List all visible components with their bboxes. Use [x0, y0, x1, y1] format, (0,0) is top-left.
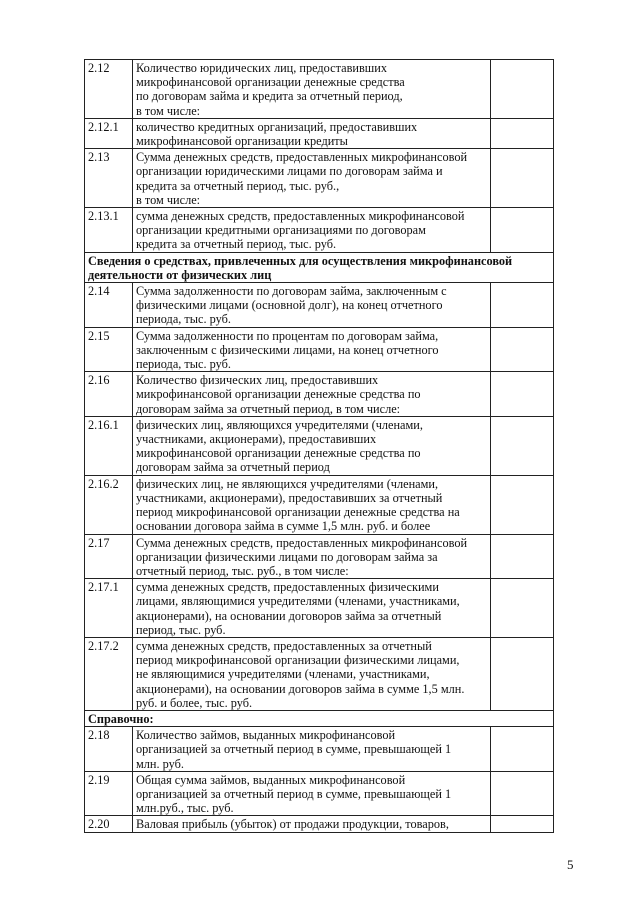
row-description-line: физических лиц, не являющихся учредителями (членами, [136, 476, 439, 491]
row-description-line: сумма денежных средств, предоставленных физическими [136, 580, 439, 595]
row-description-line: физическими лицами (основной долг), на конец отчетного [136, 298, 443, 313]
row-description [133, 579, 491, 638]
row-description-line: кредита за отчетный период, тыс. руб., [136, 178, 340, 193]
row-description-line: сумма денежных средств, предоставленных за отчетный [136, 638, 432, 653]
row-number: 2.19 [85, 771, 133, 816]
row-description-line: период, тыс. руб. [136, 622, 226, 637]
row-description-line: акционерами), на основании договоров займа в сумме 1,5 млн. [136, 681, 465, 696]
row-description-line: отчетный период, тыс. руб., в том числе: [136, 563, 349, 578]
row-description-line: физических лиц, являющихся учредителями (членами, [136, 417, 423, 432]
table-row [85, 118, 554, 148]
value-cell[interactable] [491, 118, 554, 148]
row-description [133, 727, 491, 772]
row-number: 2.13 [85, 149, 133, 208]
row-description-line: руб. и более, тыс. руб. [136, 695, 253, 710]
row-description-line: микрофинансовой организации денежные средства [136, 75, 405, 90]
row-description-line: период микрофинансовой организации денежные средства на [136, 505, 460, 520]
row-description-line: организацией за отчетный период в сумме, превышающей 1 [136, 786, 452, 801]
row-description [133, 637, 491, 710]
section-title [85, 252, 554, 282]
row-description-line: организации юридическими лицами по договорам займа и [136, 164, 443, 179]
section-header [85, 252, 554, 282]
row-description [133, 372, 491, 417]
row-description-line: количество кредитных организаций, предоставивших [136, 119, 418, 134]
page-number: 5 [567, 857, 574, 872]
row-number: 2.17 [85, 534, 133, 579]
row-number: 2.16.2 [85, 475, 133, 534]
row-description-line: периода, тыс. руб. [136, 312, 231, 327]
value-cell[interactable] [491, 372, 554, 417]
row-description-line: основании договора займа в сумме 1,5 млн. руб. и более [136, 519, 431, 534]
table-row [85, 579, 554, 638]
value-cell[interactable] [491, 475, 554, 534]
table-row [85, 416, 554, 475]
row-description [133, 149, 491, 208]
value-cell[interactable] [491, 637, 554, 710]
row-description-line: Общая сумма займов, выданных микрофинансовой [136, 772, 406, 787]
table-row [85, 372, 554, 417]
row-description [133, 534, 491, 579]
row-number: 2.15 [85, 327, 133, 372]
row-description-line: Сумма задолженности по процентам по договорам займа, [136, 328, 439, 343]
row-description-line: организации кредитными организациями по договорам [136, 223, 426, 238]
value-cell[interactable] [491, 816, 554, 832]
report-table [84, 59, 554, 833]
value-cell[interactable] [491, 534, 554, 579]
row-description-line: кредита за отчетный период, тыс. руб. [136, 237, 337, 252]
row-description-line: акционерами), на основании договоров займа за отчетный [136, 608, 442, 623]
table-row [85, 327, 554, 372]
row-description-line: организации физическими лицами по договорам займа за [136, 549, 438, 564]
row-description-line: по договорам займа и кредита за отчетный период, [136, 89, 403, 104]
row-description-line: лицами, являющимися учредителями (членами, участниками, [136, 594, 460, 609]
row-description [133, 416, 491, 475]
row-number: 2.16.1 [85, 416, 133, 475]
table-row [85, 534, 554, 579]
row-description [133, 816, 491, 832]
row-description-line: заключенным с физическими лицами, на конец отчетного [136, 342, 439, 357]
row-description [133, 118, 491, 148]
row-description-line: договорам займа за отчетный период, в том числе: [136, 401, 401, 416]
table-row [85, 475, 554, 534]
row-description [133, 327, 491, 372]
row-number: 2.20 [85, 816, 133, 832]
row-description-line: период микрофинансовой организации физическими лицами, [136, 653, 460, 668]
row-description-line: Сумма задолженности по договорам займа, заключенным с [136, 284, 447, 299]
value-cell[interactable] [491, 771, 554, 816]
row-description [133, 283, 491, 328]
row-number: 2.12.1 [85, 118, 133, 148]
section-title-line: Справочно: [88, 711, 154, 726]
value-cell[interactable] [491, 579, 554, 638]
table-row [85, 208, 554, 253]
value-cell[interactable] [491, 727, 554, 772]
row-number: 2.12 [85, 60, 133, 119]
value-cell[interactable] [491, 283, 554, 328]
section-title-line: Сведения о средствах, привлеченных для осуществления микрофинансовой [88, 253, 513, 268]
row-description-line: Количество физических лиц, предоставивших [136, 373, 379, 388]
row-description-line: Сумма денежных средств, предоставленных микрофинансовой [136, 535, 468, 550]
row-number: 2.14 [85, 283, 133, 328]
row-description-line: участниками, акционерами), предоставивших [136, 432, 377, 447]
row-description-line: не являющимися учредителями (членами, участниками, [136, 667, 430, 682]
section-header [85, 710, 554, 726]
table-row [85, 637, 554, 710]
row-number: 2.17.2 [85, 637, 133, 710]
row-description-line: Сумма денежных средств, предоставленных микрофинансовой [136, 150, 468, 165]
row-description [133, 60, 491, 119]
table-row [85, 60, 554, 119]
row-description-line: в том числе: [136, 192, 201, 207]
row-number: 2.18 [85, 727, 133, 772]
row-description-line: организацией за отчетный период в сумме, превышающей 1 [136, 742, 452, 757]
row-description-line: периода, тыс. руб. [136, 357, 231, 372]
row-description-line: в том числе: [136, 103, 201, 118]
table-row [85, 727, 554, 772]
value-cell[interactable] [491, 149, 554, 208]
row-description-line: Количество займов, выданных микрофинансовой [136, 728, 396, 743]
row-description-line: договорам займа за отчетный период [136, 460, 330, 475]
value-cell[interactable] [491, 327, 554, 372]
value-cell[interactable] [491, 416, 554, 475]
value-cell[interactable] [491, 60, 554, 119]
row-number: 2.16 [85, 372, 133, 417]
report-table-body [85, 60, 554, 833]
row-description-line: Количество юридических лиц, предоставивших [136, 61, 387, 75]
row-description [133, 771, 491, 816]
section-title [85, 710, 554, 726]
row-number: 2.13.1 [85, 208, 133, 253]
row-description [133, 208, 491, 253]
form-page [84, 59, 553, 833]
table-row [85, 149, 554, 208]
value-cell[interactable] [491, 208, 554, 253]
row-description-line: сумма денежных средств, предоставленных микрофинансовой [136, 209, 465, 224]
row-description-line: микрофинансовой организации денежные средства по [136, 446, 421, 461]
row-description-line: млн. руб. [136, 756, 184, 771]
row-number: 2.17.1 [85, 579, 133, 638]
table-row [85, 816, 554, 832]
table-row [85, 283, 554, 328]
row-description-line: микрофинансовой организации кредиты [136, 134, 348, 149]
row-description [133, 475, 491, 534]
row-description-line: участниками, акционерами), предоставивших за отчетный [136, 490, 443, 505]
row-description-line: микрофинансовой организации денежные средства по [136, 387, 421, 402]
row-description-line: Валовая прибыль (убыток) от продажи продукции, товаров, [136, 817, 449, 832]
table-row [85, 771, 554, 816]
section-title-line: деятельности от физических лиц [88, 267, 272, 282]
row-description-line: млн.руб., тыс. руб. [136, 801, 234, 816]
